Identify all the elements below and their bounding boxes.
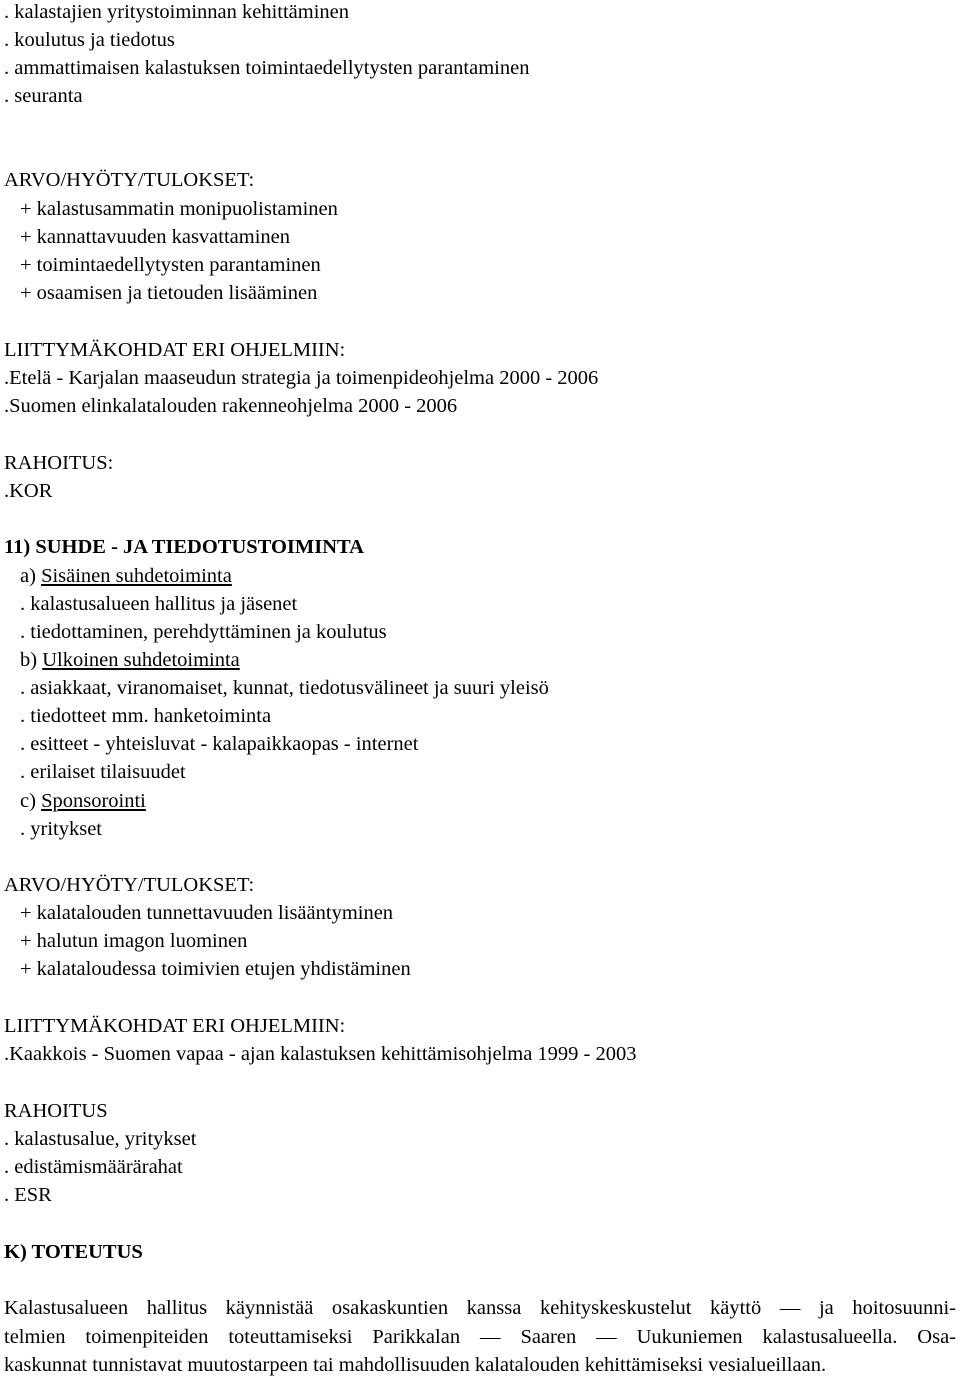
list-item: .KOR bbox=[4, 480, 53, 502]
list-item: + kalastusammatin monipuolistaminen bbox=[20, 198, 338, 220]
body-paragraph bbox=[4, 1294, 956, 1380]
list-item: . tiedotteet mm. hanketoiminta bbox=[20, 705, 272, 727]
section-heading: RAHOITUS bbox=[4, 1100, 108, 1122]
list-item: + toimintaedellytysten parantaminen bbox=[20, 254, 321, 276]
list-item: . kalastusalueen hallitus ja jäsenet bbox=[20, 593, 298, 615]
subsection-title: Ulkoinen suhdetoiminta bbox=[42, 649, 240, 671]
section-heading: ARVO/HYÖTY/TULOKSET: bbox=[4, 169, 255, 191]
list-item: . seuranta bbox=[4, 85, 83, 107]
list-item: . erilaiset tilaisuudet bbox=[20, 761, 186, 783]
subsection-prefix: c) bbox=[20, 790, 42, 812]
list-item: + kalatalouden tunnettavuuden lisääntyminen bbox=[20, 902, 394, 924]
list-item: . asiakkaat, viranomaiset, kunnat, tiedotusvälineet ja suuri yleisö bbox=[20, 677, 549, 699]
section-heading: RAHOITUS: bbox=[4, 452, 114, 474]
section-heading: LIITTYMÄKOHDAT ERI OHJELMIIN: bbox=[4, 1015, 346, 1037]
section-heading: ARVO/HYÖTY/TULOKSET: bbox=[4, 874, 255, 896]
subsection-b bbox=[20, 648, 240, 672]
list-item: + kannattavuuden kasvattaminen bbox=[20, 226, 291, 248]
list-item: . ESR bbox=[4, 1184, 52, 1206]
subsection-title: Sisäinen suhdetoiminta bbox=[41, 565, 232, 587]
list-item: .Kaakkois - Suomen vapaa - ajan kalastuksen kehittämisohjelma 1999 - 2003 bbox=[4, 1043, 637, 1065]
list-item: . yritykset bbox=[20, 818, 102, 840]
list-item: .Etelä - Karjalan maaseudun strategia ja toimenpideohjelma 2000 - 2006 bbox=[4, 367, 599, 389]
list-item: .Suomen elinkalatalouden rakenneohjelma 2000 - 2006 bbox=[4, 395, 458, 417]
paragraph-line: telmien toimenpiteiden toteuttamiseksi Parikkalan — Saaren — Uukuniemen kalastusalueella. Osa- bbox=[4, 1325, 956, 1348]
list-item: + kalataloudessa toimivien etujen yhdistäminen bbox=[20, 958, 411, 980]
list-item: . edistämismäärärahat bbox=[4, 1156, 183, 1178]
list-item: + halutun imagon luominen bbox=[20, 930, 248, 952]
section-title: 11) SUHDE - JA TIEDOTUSTOIMINTA bbox=[4, 536, 364, 558]
subsection-c bbox=[20, 789, 146, 813]
section-title: K) TOTEUTUS bbox=[4, 1241, 143, 1263]
list-item: + osaamisen ja tietouden lisääminen bbox=[20, 282, 318, 304]
list-item: . ammattimaisen kalastuksen toimintaedellytysten parantaminen bbox=[4, 57, 530, 79]
subsection-title: Sponsorointi bbox=[41, 790, 146, 812]
section-heading: LIITTYMÄKOHDAT ERI OHJELMIIN: bbox=[4, 339, 346, 361]
subsection-prefix: b) bbox=[20, 649, 43, 671]
subsection-a bbox=[20, 564, 232, 588]
list-item: . tiedottaminen, perehdyttäminen ja koulutus bbox=[20, 621, 387, 643]
list-item: . esitteet - yhteisluvat - kalapaikkaopas - internet bbox=[20, 733, 419, 755]
paragraph-line: Kalastusalueen hallitus käynnistää osakaskuntien kanssa kehityskeskustelut käyttö — ja hoitosuunni- bbox=[4, 1297, 956, 1319]
list-item: . kalastajien yritystoiminnan kehittäminen bbox=[4, 1, 350, 23]
paragraph-line: kaskunnat tunnistavat muutostarpeen tai mahdollisuuden kalatalouden kehittämiseksi vesialueillaan. bbox=[4, 1354, 827, 1376]
list-item: . koulutus ja tiedotus bbox=[4, 29, 175, 51]
list-item: . kalastusalue, yritykset bbox=[4, 1128, 197, 1150]
subsection-prefix: a) bbox=[20, 565, 42, 587]
